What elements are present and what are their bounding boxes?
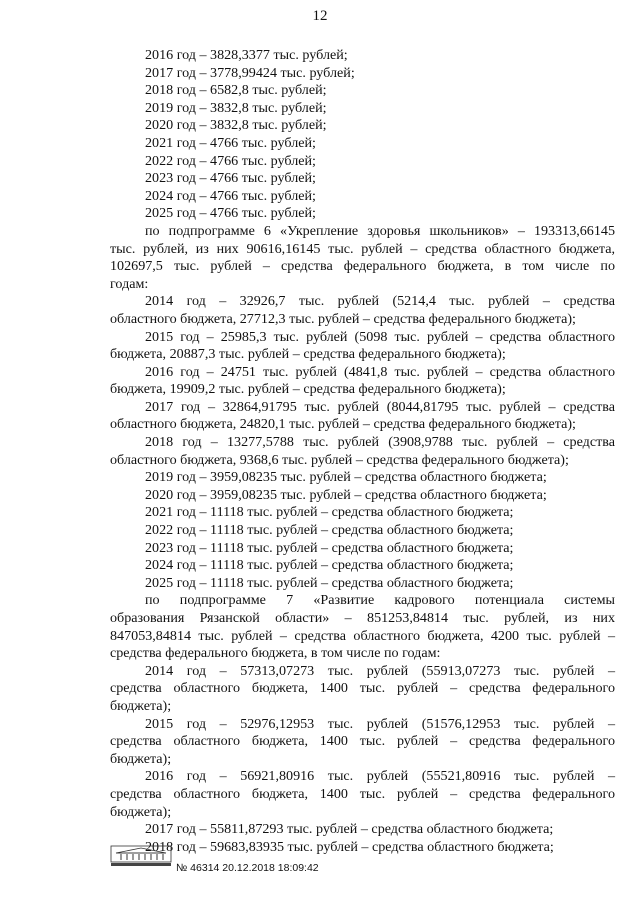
document-footer [110,845,410,885]
text-line: средства областного бюджета, 1400 тыс. рублей – средства федерального [110,785,615,802]
text-line: 2023 год – 11118 тыс. рублей – средства областного бюджета; [145,539,514,556]
text-line: 2023 год – 4766 тыс. рублей; [145,170,316,187]
document-body [110,47,615,856]
text-line: бюджета, 20887,3 тыс. рублей – средства федерального бюджета); [110,346,506,363]
text-line: 2025 год – 11118 тыс. рублей – средства областного бюджета; [145,574,514,591]
text-line: областного бюджета, 24820,1 тыс. рублей – средства федерального бюджета); [110,416,576,433]
text-line: 2021 год – 4766 тыс. рублей; [145,134,316,151]
text-line: 2020 год – 3832,8 тыс. рублей; [145,117,327,134]
text-line: бюджета); [110,697,172,714]
text-line: 2018 год – 59683,83935 тыс. рублей – средства областного бюджета; [145,838,554,855]
text-line: 2022 год – 11118 тыс. рублей – средства областного бюджета; [145,522,514,539]
text-line: по подпрограмме 6 «Укрепление здоровья школьников» – 193313,66145 [145,222,615,239]
text-line: 2016 год – 24751 тыс. рублей (4841,8 тыс. рублей – средства областного [145,363,615,380]
text-line: 2024 год – 11118 тыс. рублей – средства областного бюджета; [145,557,514,574]
text-line: средства областного бюджета, 1400 тыс. рублей – средства федерального [110,680,615,697]
text-line: 2017 год – 55811,87293 тыс. рублей – средства областного бюджета; [145,821,554,838]
text-line: 2025 год – 4766 тыс. рублей; [145,205,316,222]
building-stamp-icon [110,845,172,867]
text-line: 2019 год – 3959,08235 тыс. рублей – средства областного бюджета; [145,469,547,486]
text-line: 2016 год – 56921,80916 тыс. рублей (55521,80916 тыс. рублей – [145,768,615,785]
text-line: средства областного бюджета, 1400 тыс. рублей – средства федерального [110,733,615,750]
text-line: 847053,84814 тыс. рублей – средства областного бюджета, 4200 тыс. рублей – [110,627,615,644]
text-line: годам: [110,275,149,292]
text-line: бюджета); [110,803,172,820]
text-line: образования Рязанской области» – 851253,84814 тыс. рублей, из них [110,610,615,626]
text-line: областного бюджета, 27712,3 тыс. рублей – средства федерального бюджета); [110,310,576,327]
text-line: 2016 год – 3828,3377 тыс. рублей; [145,47,348,63]
text-line: 2017 год – 32864,91795 тыс. рублей (8044,81795 тыс. рублей – средства [145,398,615,415]
text-line: 2014 год – 57313,07273 тыс. рублей (55913,07273 тыс. рублей – [145,662,615,679]
text-line: по подпрограмме 7 «Развитие кадрового потенциала системы [145,592,615,609]
text-line: бюджета, 19909,2 тыс. рублей – средства федерального бюджета); [110,381,506,398]
text-line: 2015 год – 52976,12953 тыс. рублей (51576,12953 тыс. рублей – [145,715,615,732]
page-number: 12 [312,8,328,24]
text-line: средства федерального бюджета, в том числе по годам: [110,645,441,662]
text-line: областного бюджета, 9368,6 тыс. рублей – средства федерального бюджета); [110,451,569,468]
text-line: 2019 год – 3832,8 тыс. рублей; [145,99,327,116]
text-line: 2018 год – 6582,8 тыс. рублей; [145,82,327,99]
text-line: 2015 год – 25985,3 тыс. рублей (5098 тыс. рублей – средства областного [145,328,615,345]
text-line: 2014 год – 32926,7 тыс. рублей (5214,4 тыс. рублей – средства [145,293,615,310]
text-line: бюджета); [110,750,172,767]
text-line: 102697,5 тыс. рублей – средства федерального бюджета, в том числе по [110,258,615,275]
text-line: тыс. рублей, из них 90616,16145 тыс. рублей – средства областного бюджета, [110,240,615,257]
text-line: 2024 год – 4766 тыс. рублей; [145,187,316,204]
text-line: 2022 год – 4766 тыс. рублей; [145,152,316,169]
text-line: 2021 год – 11118 тыс. рублей – средства областного бюджета; [145,504,514,521]
text-line: 2020 год – 3959,08235 тыс. рублей – средства областного бюджета; [145,486,547,503]
text-line: 2017 год – 3778,99424 тыс. рублей; [145,64,355,81]
registration-number: № 46314 20.12.2018 18:09:42 [176,862,319,874]
text-line: 2018 год – 13277,5788 тыс. рублей (3908,9788 тыс. рублей – средства [145,434,615,451]
